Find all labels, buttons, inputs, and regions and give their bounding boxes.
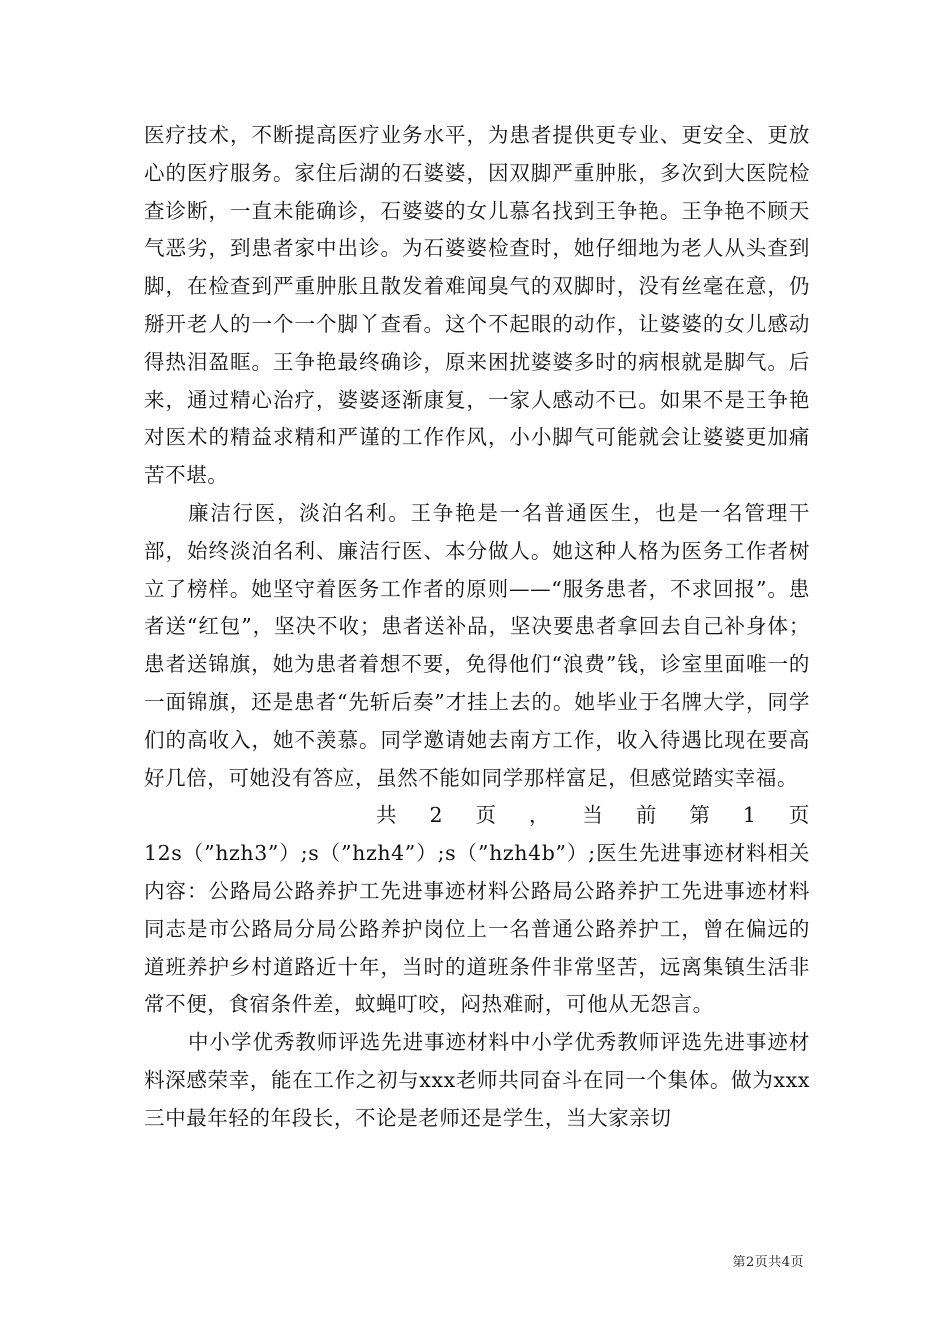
page-counter-char: 前 bbox=[635, 803, 657, 828]
paragraph-medical-service: 医疗技术，不断提高医疗业务水平，为患者提供更专业、更安全、更放心的医疗服务。家住后湖的石婆婆，因双脚严重肿胀，多次到大医院检查诊断，一直未能确诊，石婆婆的女儿慕名找到王争艳。王争艳不顾天气恶劣，到患者家中出诊。为石婆婆检查时，她仔细地为老人从头查到脚，在检查到严重肿胀且散发着难闻臭气的双脚时，没有丝毫在意，仍掰开老人的一个一个脚丫查看。这个不起眼的动作，让婆婆的女儿感动得热泪盈眶。王争艳最终确诊，原来困扰婆婆多时的病根就是脚气。后来，通过精心治疗，婆婆逐渐康复，一家人感动不已。如果不是王争艳对医术的精益求精和严谨的工作作风，小小脚气可能就会让婆婆更加痛苦不堪。 bbox=[144, 123, 810, 488]
page-counter-char: 页 bbox=[788, 803, 810, 828]
page-counter-char: ， bbox=[528, 803, 551, 828]
page-counter-char: 第 bbox=[689, 803, 711, 828]
page-counter-line bbox=[144, 797, 810, 835]
paragraph-road-worker: 12s（”hzh3”）;s（”hzh4”）;s（”hzh4b”）;医生先进事迹材料相关内容：公路局公路养护工先进事迹材料公路局公路养护工先进事迹材料同志是市公路局分局公路养护岗位上一名普通公路养护工，曾在偏远的道班养护乡村道路近十年，当时的道班条件非常坚苦，远离集镇生活非常不便，食宿条件差，蚊蝇叮咬，闷热难耐，可他从无怨言。 bbox=[144, 841, 810, 1017]
paragraph-integrity: 廉洁行医，淡泊名利。王争艳是一名普通医生，也是一名管理干部，始终淡泊名利、廉洁行医、本分做人。她这种人格为医务工作者树立了榜样。她坚守着医务工作者的原则——“服务患者，不求回报”。患者送“红包”，坚决不收；患者送补品，坚决要患者拿回去自己补身体；患者送锦旗，她为患者着想不要，免得他们“浪费”钱，诊室里面唯一的一面锦旗，还是患者“先斩后奏”才挂上去的。她毕业于名牌大学，同学们的高收入，她不羡慕。同学邀请她去南方工作，收入待遇比现在要高好几倍，可她没有答应，虽然不能如同学那样富足，但感觉踏实幸福。 bbox=[144, 500, 810, 790]
page-counter-char: 1 bbox=[742, 803, 757, 828]
page-counter-char: 当 bbox=[582, 803, 604, 828]
page-counter-char: 2 bbox=[429, 803, 444, 828]
paragraph-teacher: 中小学优秀教师评选先进事迹材料中小学优秀教师评选先进事迹材料深感荣幸，能在工作之初与xxx老师共同奋斗在同一个集体。做为xxx三中最年轻的年段长，不论是老师还是学生，当大家亲切 bbox=[144, 1030, 810, 1130]
page-counter-char: 页 bbox=[475, 803, 497, 828]
page-footer: 第2页共4页 bbox=[732, 1255, 804, 1270]
page-counter-char: 共 bbox=[376, 803, 398, 828]
document-body bbox=[144, 117, 810, 1138]
